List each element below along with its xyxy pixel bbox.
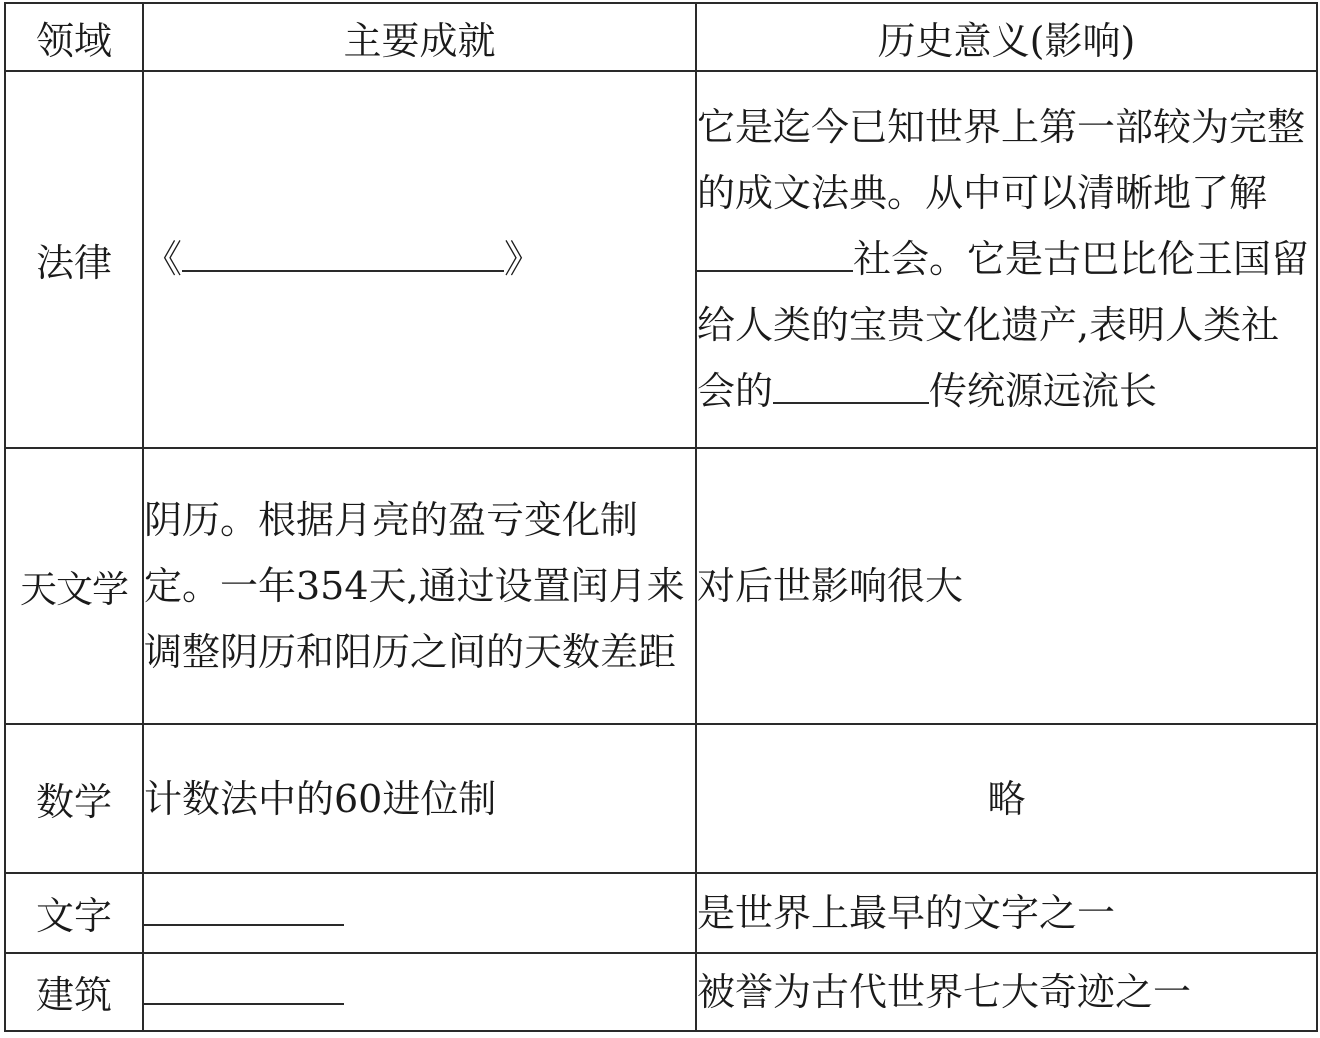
achievement-law: [143, 71, 696, 448]
field-script: 文字: [5, 873, 143, 953]
significance-law: [696, 71, 1317, 448]
header-achievement: 主要成就: [143, 3, 696, 71]
table-header-row: [5, 3, 1317, 71]
table-row-script: [5, 873, 1317, 953]
table-row-math: [5, 724, 1317, 872]
society-blank[interactable]: [697, 240, 853, 272]
law-code-blank[interactable]: [182, 240, 504, 272]
achievement-math: 计数法中的60进位制: [143, 724, 696, 872]
header-field: 领域: [5, 3, 143, 71]
field-astronomy: 天文学: [5, 448, 143, 725]
significance-math: 略: [696, 724, 1317, 872]
header-significance: 历史意义(影响): [696, 3, 1317, 71]
field-math: 数学: [5, 724, 143, 872]
law-significance-text-3: 传统源远流长: [929, 369, 1158, 414]
architecture-blank[interactable]: [144, 969, 344, 1005]
achievement-architecture: [143, 953, 696, 1031]
significance-architecture: 被誉为古代世界七大奇迹之一: [696, 953, 1317, 1031]
field-architecture: 建筑: [5, 953, 143, 1031]
achievement-astronomy: 阴历。根据月亮的盈亏变化制定。一年354天,通过设置闰月来调整阴历和阳历之间的天数差距: [143, 448, 696, 725]
significance-astronomy: 对后世影响很大: [696, 448, 1317, 725]
table-row-architecture: [5, 953, 1317, 1031]
table-row-astronomy: [5, 448, 1317, 725]
table-row-law: [5, 71, 1317, 448]
significance-script: 是世界上最早的文字之一: [696, 873, 1317, 953]
law-significance-text-2: 社会。它是古巴比伦王国留给人类的宝贵文化遗产,表明人类社会的: [697, 237, 1310, 414]
script-blank[interactable]: [144, 890, 344, 926]
law-significance-text-1: 它是迄今已知世界上第一部较为完整的成文法典。从中可以清晰地了解: [697, 105, 1306, 216]
book-title-open: 《: [144, 237, 183, 282]
achievement-script: [143, 873, 696, 953]
achievements-table: [4, 2, 1318, 1032]
tradition-blank[interactable]: [773, 372, 929, 404]
field-law: 法律: [5, 71, 143, 448]
book-title-close: 》: [504, 237, 543, 282]
